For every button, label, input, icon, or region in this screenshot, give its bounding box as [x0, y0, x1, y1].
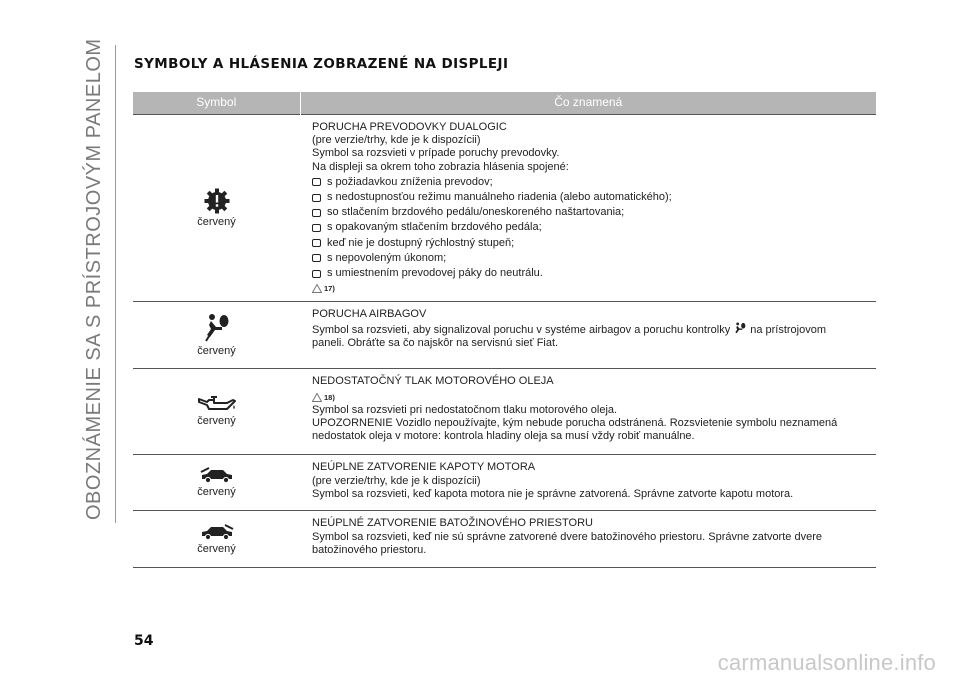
color-label: červený [197, 542, 236, 555]
row-text: Symbol sa rozsvieti, keď nie sú správne zatvorené dvere batožinového priestoru. Správne zatvorte dvere batožinového priestoru. [312, 530, 822, 556]
col-header-meaning: Čo znamená [300, 92, 876, 115]
chapter-side-title: OBOZNÁMENIE SA S PRÍSTROJOVÝM PANELOM [83, 38, 105, 520]
section-heading: SYMBOLY A HLÁSENIA ZOBRAZENÉ NA DISPLEJI [134, 56, 509, 72]
oil-pressure-icon [197, 395, 237, 413]
symbol-table [133, 92, 876, 568]
row-text: Symbol sa rozsvieti v prípade poruchy prevodovky. [312, 147, 560, 160]
warning-triangle-icon [312, 393, 322, 402]
bullet-icon [312, 224, 321, 232]
table-row [133, 511, 876, 568]
list-item: so stlačením brzdového pedálu/oneskoreného naštartovania; [312, 206, 872, 219]
color-label: červený [197, 415, 236, 428]
airbag-warning-icon [733, 322, 747, 336]
gearbox-warning-icon [204, 188, 230, 214]
list-item: s požiadavkou zníženia prevodov; [312, 176, 872, 189]
boot-open-icon [199, 523, 235, 541]
list-item: s umiestnením prevodovej páky do neutrálu. [312, 267, 872, 280]
col-header-symbol: Symbol [133, 92, 300, 115]
row-title: PORUCHA PREVODOVKY DUALOGIC [312, 121, 507, 133]
color-label: červený [197, 344, 236, 357]
color-label: červený [197, 486, 236, 499]
row-title: NEÚPLNÉ ZATVORENIE BATOŽINOVÉHO PRIESTORU [312, 517, 593, 530]
list-item: s nedostupnosťou režimu manuálneho riadenia (alebo automatického); [312, 191, 872, 204]
page-number: 54 [134, 633, 154, 649]
table-row [133, 115, 876, 302]
row-text: Symbol sa rozsvieti, keď kapota motora nie je správne zatvorená. Správne zatvorte kapotu motora. [312, 487, 794, 500]
list-item: keď nie je dostupný rýchlostný stupeň; [312, 237, 872, 250]
row-text: paneli. Obráťte sa čo najskôr na servisnú sieť Fiat. [312, 336, 559, 349]
row-text: Na displeji sa okrem toho zobrazia hlásenia spojené: [312, 160, 569, 173]
footnote-ref: 18) [312, 391, 872, 404]
row-warning: UPOZORNENIE Vozidlo nepoužívajte, kým nebude porucha odstránená. Rozsvietenie symbolu neznamená nedostatok oleja v motore: kontrola hladiny oleja sa musí vždy robiť manuálne. [312, 417, 838, 443]
row-text: Symbol sa rozsvieti, aby signalizoval poruchu v systéme airbagov a poruchu kontrolky na prístrojovom [312, 323, 827, 336]
footnote-ref: 17) [312, 282, 872, 295]
row-subtitle: (pre verzie/trhy, kde je k dispozícii) [312, 134, 481, 147]
warning-triangle-icon [312, 284, 322, 293]
side-divider [115, 45, 116, 523]
row-subtitle: (pre verzie/trhy, kde je k dispozícii) [312, 474, 481, 487]
row-title: PORUCHA AIRBAGOV [312, 308, 427, 321]
table-row [133, 455, 876, 511]
row-text: Symbol sa rozsvieti pri nedostatočnom tlaku motorového oleja. [312, 403, 618, 416]
row-title: NEDOSTATOČNÝ TLAK MOTOROVÉHO OLEJA [312, 375, 554, 388]
bullet-icon [312, 178, 321, 186]
row-title: NEÚPLNE ZATVORENIE KAPOTY MOTORA [312, 461, 536, 474]
bullet-icon [312, 239, 321, 247]
bullet-icon [312, 270, 321, 278]
table-row [133, 302, 876, 369]
bullet-icon [312, 194, 321, 202]
bonnet-open-icon [199, 466, 235, 484]
table-row [133, 369, 876, 455]
list-item: s opakovaným stlačením brzdového pedála; [312, 221, 872, 234]
airbag-warning-icon [202, 313, 232, 343]
bullet-icon [312, 209, 321, 217]
color-label: červený [197, 215, 236, 228]
watermark: carmanualsonline.info [717, 650, 936, 675]
bullet-icon [312, 254, 321, 262]
list-item: s nepovoleným úkonom; [312, 252, 872, 265]
